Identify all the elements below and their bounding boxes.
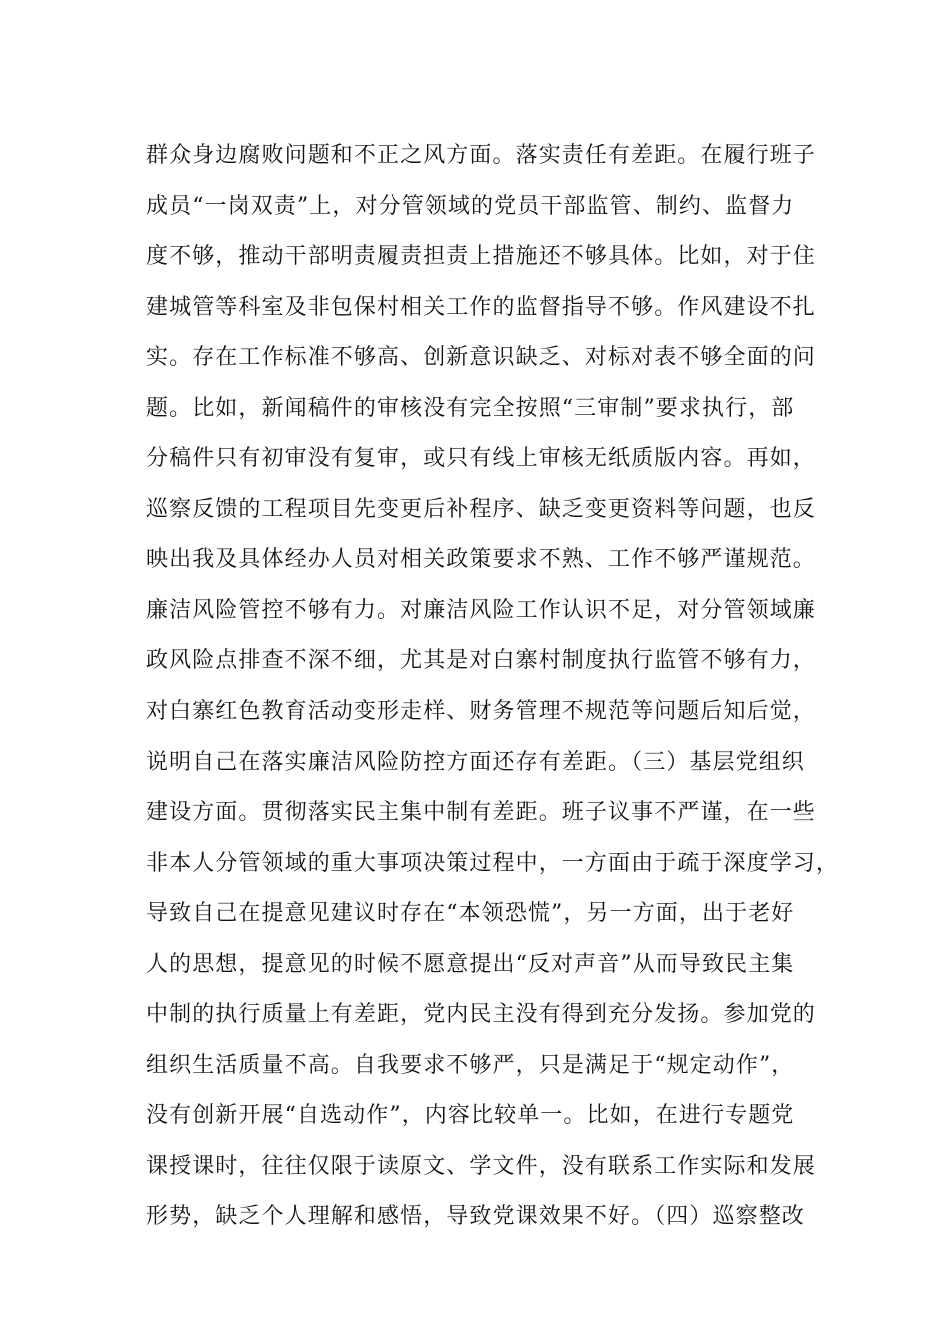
text-line-1: 群众身边腐败问题和不正之风方面。落实责任有差距。在履行班子 xyxy=(146,143,816,168)
text-line-7: 分稿件只有初审没有复审，或只有线上审核无纸质版内容。再如， xyxy=(146,446,816,472)
body-text xyxy=(146,131,840,1243)
text-line-18: 中制的执行质量上有差距，党内民主没有得到充分发扬。参加党的 xyxy=(146,1002,816,1028)
text-line-21: 课授课时，往往仅限于读原文、学文件，没有联系工作实际和发展 xyxy=(146,1153,816,1179)
text-line-15: 非本人分管领域的重大事项决策过程中，一方面由于疏于深度学习， xyxy=(146,850,840,876)
text-line-10: 廉洁风险管控不够有力。对廉洁风险工作认识不足，对分管领域廉 xyxy=(146,597,816,623)
text-line-20: 没有创新开展“自选动作”，内容比较单一。比如，在进行专题党 xyxy=(146,1103,795,1129)
text-line-19: 组织生活质量不高。自我要求不够严，只是满足于“规定动作”， xyxy=(146,1052,795,1078)
text-line-5: 实。存在工作标准不够高、创新意识缺乏、对标对表不够全面的问 xyxy=(146,345,816,371)
text-line-3: 度不够，推动干部明责履责担责上措施还不够具体。比如，对于住 xyxy=(146,244,816,270)
text-line-17: 人的思想，提意见的时候不愿意提出“反对声音”从而导致民主集 xyxy=(146,951,795,977)
text-line-2: 成员“一岗双责”上，对分管领域的党员干部监管、制约、监督力 xyxy=(146,193,795,219)
text-line-8: 巡察反馈的工程项目先变更后补程序、缺乏变更资料等问题，也反 xyxy=(146,496,816,522)
text-line-4: 建城管等科室及非包保村相关工作的监督指导不够。作风建设不扎 xyxy=(146,294,816,320)
text-line-9: 映出我及具体经办人员对相关政策要求不熟、工作不够严谨规范。 xyxy=(146,547,816,573)
text-line-11: 政风险点排查不深不细，尤其是对白寨村制度执行监管不够有力， xyxy=(146,648,816,674)
text-line-14: 建设方面。贯彻落实民主集中制有差距。班子议事不严谨，在一些 xyxy=(146,800,816,826)
text-line-12: 对白寨红色教育活动变形走样、财务管理不规范等问题后知后觉， xyxy=(146,699,816,725)
text-line-22: 形势，缺乏个人理解和感悟，导致党课效果不好。（四）巡察整改 xyxy=(146,1204,805,1230)
text-line-16: 导致自己在提意见建议时存在“本领恐慌”，另一方面，出于老好 xyxy=(146,901,795,927)
text-line-6: 题。比如，新闻稿件的审核没有完全按照“三审制”要求执行，部 xyxy=(146,395,795,421)
text-line-13: 说明自己在落实廉洁风险防控方面还存有差距。（三）基层党组织 xyxy=(146,749,805,775)
